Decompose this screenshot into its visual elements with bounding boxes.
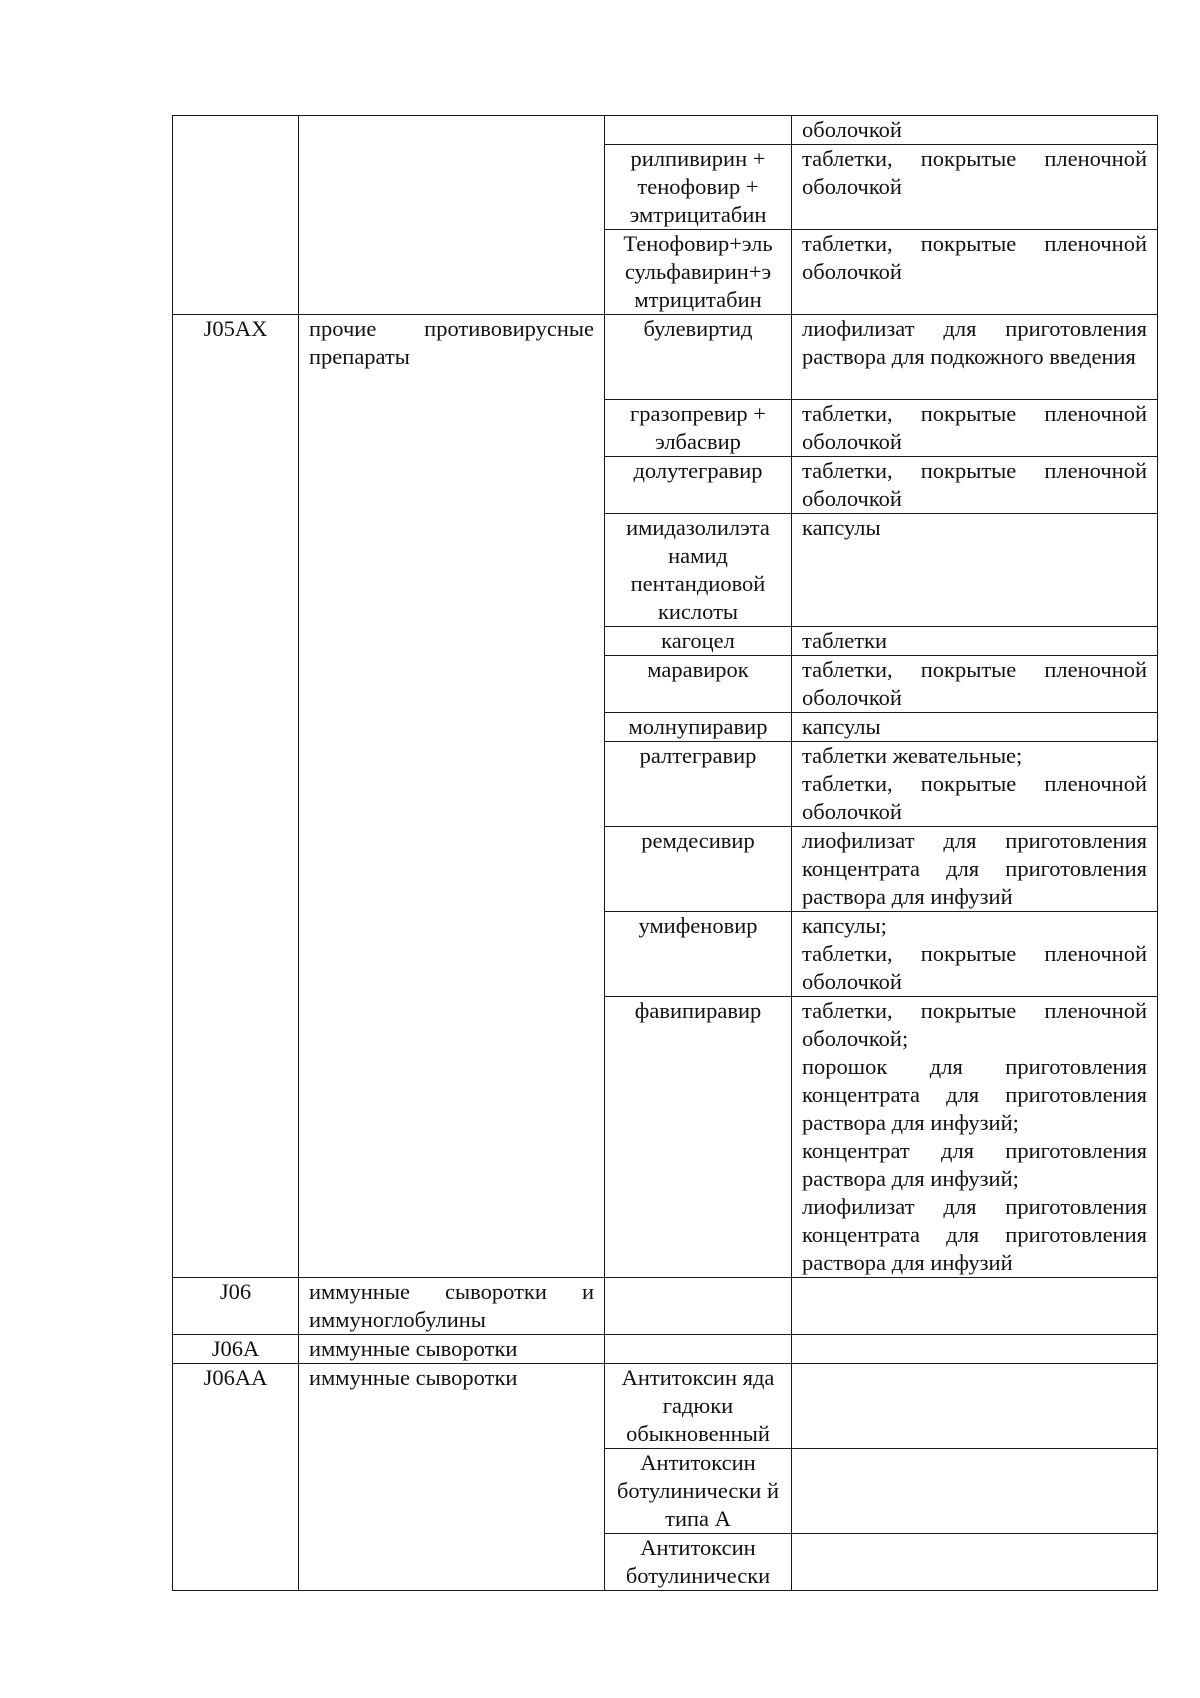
dosage-form-cell (792, 1449, 1158, 1534)
dosage-form-cell: капсулы (792, 514, 1158, 627)
group-cell: прочие противовирусные препараты (299, 315, 605, 1278)
dosage-form-cell (792, 742, 1158, 827)
atc-code-cell: J05AX (173, 315, 299, 1278)
inn-cell (605, 1335, 792, 1364)
dosage-form-cell: таблетки, покрытые пленочной оболочкой (792, 145, 1158, 230)
drug-table (172, 115, 1158, 1591)
inn-cell: рилпивирин + тенофовир + эмтрицитабин (605, 145, 792, 230)
dosage-form-line: таблетки, покрытые пленочной оболочкой (802, 941, 1147, 994)
inn-cell: фавипиравир (605, 997, 792, 1278)
inn-cell: долутегравир (605, 457, 792, 514)
dosage-form-cell (792, 1364, 1158, 1449)
dosage-form-cell: таблетки, покрытые пленочной оболочкой (792, 457, 1158, 514)
dosage-form-line: таблетки, покрытые пленочной оболочкой (802, 771, 1147, 824)
inn-cell: маравирок (605, 656, 792, 713)
group-cell: иммунные сыворотки (299, 1364, 605, 1591)
inn-cell: умифеновир (605, 912, 792, 997)
inn-cell: Тенофовир+эль сульфавирин+э мтрицитабин (605, 230, 792, 315)
atc-code-cell: J06AA (173, 1364, 299, 1591)
group-cell: иммунные сыворотки (299, 1335, 605, 1364)
table-row (173, 315, 1158, 400)
inn-cell: кагоцел (605, 627, 792, 656)
dosage-form-cell: таблетки, покрытые пленочной оболочкой (792, 656, 1158, 713)
inn-cell: гразопревир + элбасвир (605, 400, 792, 457)
inn-cell: имидазолилэта намид пентандиовой кислоты (605, 514, 792, 627)
dosage-form-line: концентрат для приготовления раствора для инфузий; (802, 1138, 1147, 1191)
dosage-form-line: таблетки жевательные; (802, 743, 1023, 768)
inn-cell (605, 116, 792, 145)
inn-cell: ралтегравир (605, 742, 792, 827)
table-row (173, 1335, 1158, 1364)
atc-code-cell (173, 116, 299, 315)
dosage-form-cell (792, 1534, 1158, 1591)
dosage-form-line: таблетки, покрытые пленочной оболочкой; (802, 998, 1147, 1051)
dosage-form-cell (792, 997, 1158, 1278)
dosage-form-cell: лиофилизат для приготовления концентрата для приготовления раствора для инфузий (792, 827, 1158, 912)
inn-cell: ремдесивир (605, 827, 792, 912)
dosage-form-cell: лиофилизат для приготовления раствора для подкожного введения (792, 315, 1158, 400)
inn-cell: Антитоксин ботулинически (605, 1534, 792, 1591)
table-row (173, 1278, 1158, 1335)
inn-cell: молнупиравир (605, 713, 792, 742)
inn-cell: булевиртид (605, 315, 792, 400)
dosage-form-cell: оболочкой (792, 116, 1158, 145)
inn-cell: Антитоксин ботулинически й типа А (605, 1449, 792, 1534)
inn-cell: Антитоксин яда гадюки обыкновенный (605, 1364, 792, 1449)
dosage-form-line: лиофилизат для приготовления концентрата для приготовления раствора для инфузий (802, 1194, 1147, 1275)
dosage-form-line: порошок для приготовления концентрата для приготовления раствора для инфузий; (802, 1054, 1147, 1135)
group-cell (299, 116, 605, 315)
dosage-form-cell: таблетки, покрытые пленочной оболочкой (792, 230, 1158, 315)
dosage-form-cell: таблетки (792, 627, 1158, 656)
table-row (173, 116, 1158, 145)
table-row (173, 1364, 1158, 1449)
inn-cell (605, 1278, 792, 1335)
dosage-form-cell (792, 1278, 1158, 1335)
atc-code-cell: J06A (173, 1335, 299, 1364)
dosage-form-cell: капсулы (792, 713, 1158, 742)
dosage-form-cell: таблетки, покрытые пленочной оболочкой (792, 400, 1158, 457)
dosage-form-cell (792, 912, 1158, 997)
atc-code-cell: J06 (173, 1278, 299, 1335)
dosage-form-cell (792, 1335, 1158, 1364)
group-cell: иммунные сыворотки и иммуноглобулины (299, 1278, 605, 1335)
dosage-form-line: капсулы; (802, 913, 887, 938)
